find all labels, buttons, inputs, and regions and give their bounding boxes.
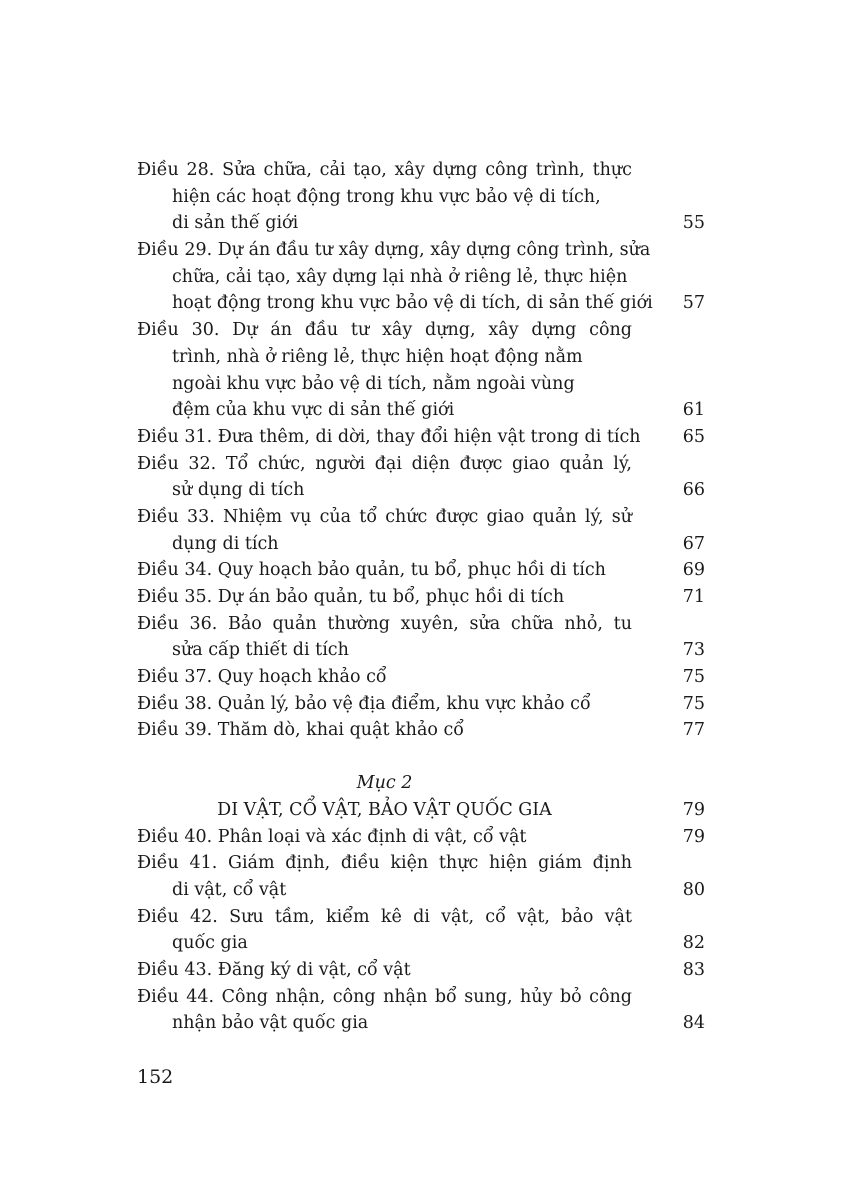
toc-entry-text: Điều 34. Quy hoạch bảo quản, tu bổ, phục hồi di tích: [137, 560, 606, 581]
toc-entry-line: [137, 930, 705, 957]
toc-entry-text: sửa cấp thiết di tích: [172, 640, 349, 661]
toc-entry-page: 66: [682, 480, 705, 501]
toc-entry-text: dụng di tích: [172, 533, 279, 554]
toc-entry-text: Điều 39. Thăm dò, khai quật khảo cổ: [137, 720, 464, 741]
toc-entry[interactable]: [137, 237, 705, 317]
section-heading[interactable]: [137, 797, 705, 824]
toc-entry-text: Điều 44. Công nhận, công nhận bổ sung, hủy bỏ công: [137, 986, 632, 1007]
toc-entry-text: Điều 30. Dự án đầu tư xây dựng, xây dựng công: [137, 320, 632, 341]
toc-entry-line: [137, 611, 705, 638]
toc-entry[interactable]: [137, 691, 705, 718]
table-of-contents: [137, 157, 705, 1037]
toc-entry-text: Điều 40. Phân loại và xác định di vật, cổ vật: [137, 826, 527, 847]
toc-entry[interactable]: [137, 957, 705, 984]
toc-entry-text: hiện các hoạt động trong khu vực bảo vệ di tích,: [172, 186, 601, 207]
toc-entry-line: [137, 717, 705, 744]
toc-entry-text: ngoài khu vực bảo vệ di tích, nằm ngoài vùng: [172, 373, 575, 394]
page-number: 152: [137, 1066, 174, 1088]
toc-entry-page: 61: [682, 400, 705, 421]
toc-entry-text: Điều 38. Quản lý, bảo vệ địa điểm, khu vực khảo cổ: [137, 693, 591, 714]
toc-entry-page: 83: [682, 959, 705, 980]
toc-entry[interactable]: [137, 557, 705, 584]
toc-entry-text: nhận bảo vật quốc gia: [172, 1013, 369, 1034]
toc-entry-page: 55: [682, 213, 705, 234]
toc-entry-line: [137, 210, 705, 237]
toc-entry-text: Điều 36. Bảo quản thường xuyên, sửa chữa nhỏ, tu: [137, 613, 632, 634]
toc-entry-text: Điều 29. Dự án đầu tư xây dựng, xây dựng công trình, sửa: [137, 240, 651, 261]
section-label: Mục 2: [356, 773, 413, 794]
toc-entry-text: Điều 42. Sưu tầm, kiểm kê di vật, cổ vật, bảo vật: [137, 906, 632, 927]
toc-entry-line: [137, 424, 705, 451]
toc-entry-text: trình, nhà ở riêng lẻ, thực hiện hoạt động nằm: [172, 346, 583, 367]
toc-entry-line: [137, 1010, 705, 1037]
toc-entry-line: [137, 451, 705, 478]
toc-entry-line: [137, 850, 705, 877]
toc-entry-line: [137, 290, 705, 317]
toc-entry-line: [137, 637, 705, 664]
toc-entry-line: [137, 157, 705, 184]
toc-entry-text: hoạt động trong khu vực bảo vệ di tích, di sản thế giới: [172, 293, 653, 314]
toc-entry-page: 77: [682, 720, 705, 741]
toc-entry[interactable]: [137, 157, 705, 237]
toc-entry[interactable]: [137, 717, 705, 744]
toc-entry-line: [137, 397, 705, 424]
toc-entry-page: 75: [682, 693, 705, 714]
toc-entry-line: [137, 477, 705, 504]
toc-entry-line: [137, 691, 705, 718]
toc-entry-line: [137, 984, 705, 1011]
toc-entry-line: [137, 664, 705, 691]
toc-entry[interactable]: [137, 664, 705, 691]
toc-entry-text: quốc gia: [172, 933, 248, 954]
toc-entry-text: sử dụng di tích: [172, 480, 305, 501]
toc-entry-page: 80: [682, 879, 705, 900]
toc-entry-page: 73: [682, 640, 705, 661]
section-page: 79: [682, 799, 705, 820]
toc-entry-text: Điều 32. Tổ chức, người đại diện được giao quản lý,: [137, 453, 632, 474]
toc-entry-line: [137, 237, 705, 264]
toc-entry-page: 71: [682, 587, 705, 607]
toc-entry[interactable]: [137, 611, 705, 664]
toc-list-articles-40-44: [137, 824, 705, 1038]
toc-entry-line: [137, 531, 705, 558]
toc-entry-line: [137, 264, 705, 291]
toc-entry-page: 84: [682, 1013, 705, 1034]
toc-entry-text: Điều 33. Nhiệm vụ của tổ chức được giao quản lý, sử: [137, 506, 632, 527]
toc-entry[interactable]: [137, 504, 705, 557]
toc-entry-line: [137, 904, 705, 931]
toc-entry-line: [137, 371, 705, 398]
toc-entry-text: di sản thế giới: [172, 213, 299, 234]
toc-entry-line: [137, 877, 705, 904]
toc-entry-line: [137, 344, 705, 371]
toc-entry-line: [137, 584, 705, 611]
toc-entry[interactable]: [137, 904, 705, 957]
toc-entry[interactable]: [137, 824, 705, 851]
toc-entry-text: di vật, cổ vật: [172, 879, 287, 900]
toc-entry[interactable]: [137, 850, 705, 903]
toc-entry-page: 79: [682, 826, 705, 847]
toc-entry-page: 67: [682, 533, 705, 554]
toc-entry-line: [137, 957, 705, 984]
toc-entry-text: Điều 35. Dự án bảo quản, tu bổ, phục hồi di tích: [137, 587, 565, 607]
toc-entry-text: Điều 37. Quy hoạch khảo cổ: [137, 667, 387, 688]
toc-entry[interactable]: [137, 451, 705, 504]
toc-entry-line: [137, 557, 705, 584]
toc-entry-text: Điều 28. Sửa chữa, cải tạo, xây dựng công trình, thực: [137, 160, 632, 180]
toc-entry-text: Điều 41. Giám định, điều kiện thực hiện giám định: [137, 853, 632, 874]
toc-entry[interactable]: [137, 424, 705, 451]
toc-entry-page: 65: [682, 426, 705, 447]
toc-entry-page: 75: [682, 667, 705, 688]
toc-entry-text: Điều 43. Đăng ký di vật, cổ vật: [137, 959, 411, 980]
toc-entry-page: 69: [682, 560, 705, 581]
toc-entry[interactable]: [137, 984, 705, 1037]
toc-entry-line: [137, 824, 705, 851]
toc-entry[interactable]: [137, 584, 705, 611]
toc-entry-text: chữa, cải tạo, xây dựng lại nhà ở riêng lẻ, thực hiện: [172, 266, 628, 287]
toc-list-articles-28-39: [137, 157, 705, 744]
toc-entry-line: [137, 184, 705, 211]
toc-entry[interactable]: [137, 317, 705, 424]
toc-entry-line: [137, 504, 705, 531]
toc-entry-text: Điều 31. Đưa thêm, di dời, thay đổi hiện vật trong di tích: [137, 426, 641, 447]
toc-entry-page: 82: [682, 933, 705, 954]
toc-entry-text: đệm của khu vực di sản thế giới: [172, 400, 455, 421]
section-title: DI VẬT, CỔ VẬT, BẢO VẬT QUỐC GIA: [217, 799, 552, 820]
toc-entry-line: [137, 317, 705, 344]
toc-entry-page: 57: [682, 293, 705, 314]
